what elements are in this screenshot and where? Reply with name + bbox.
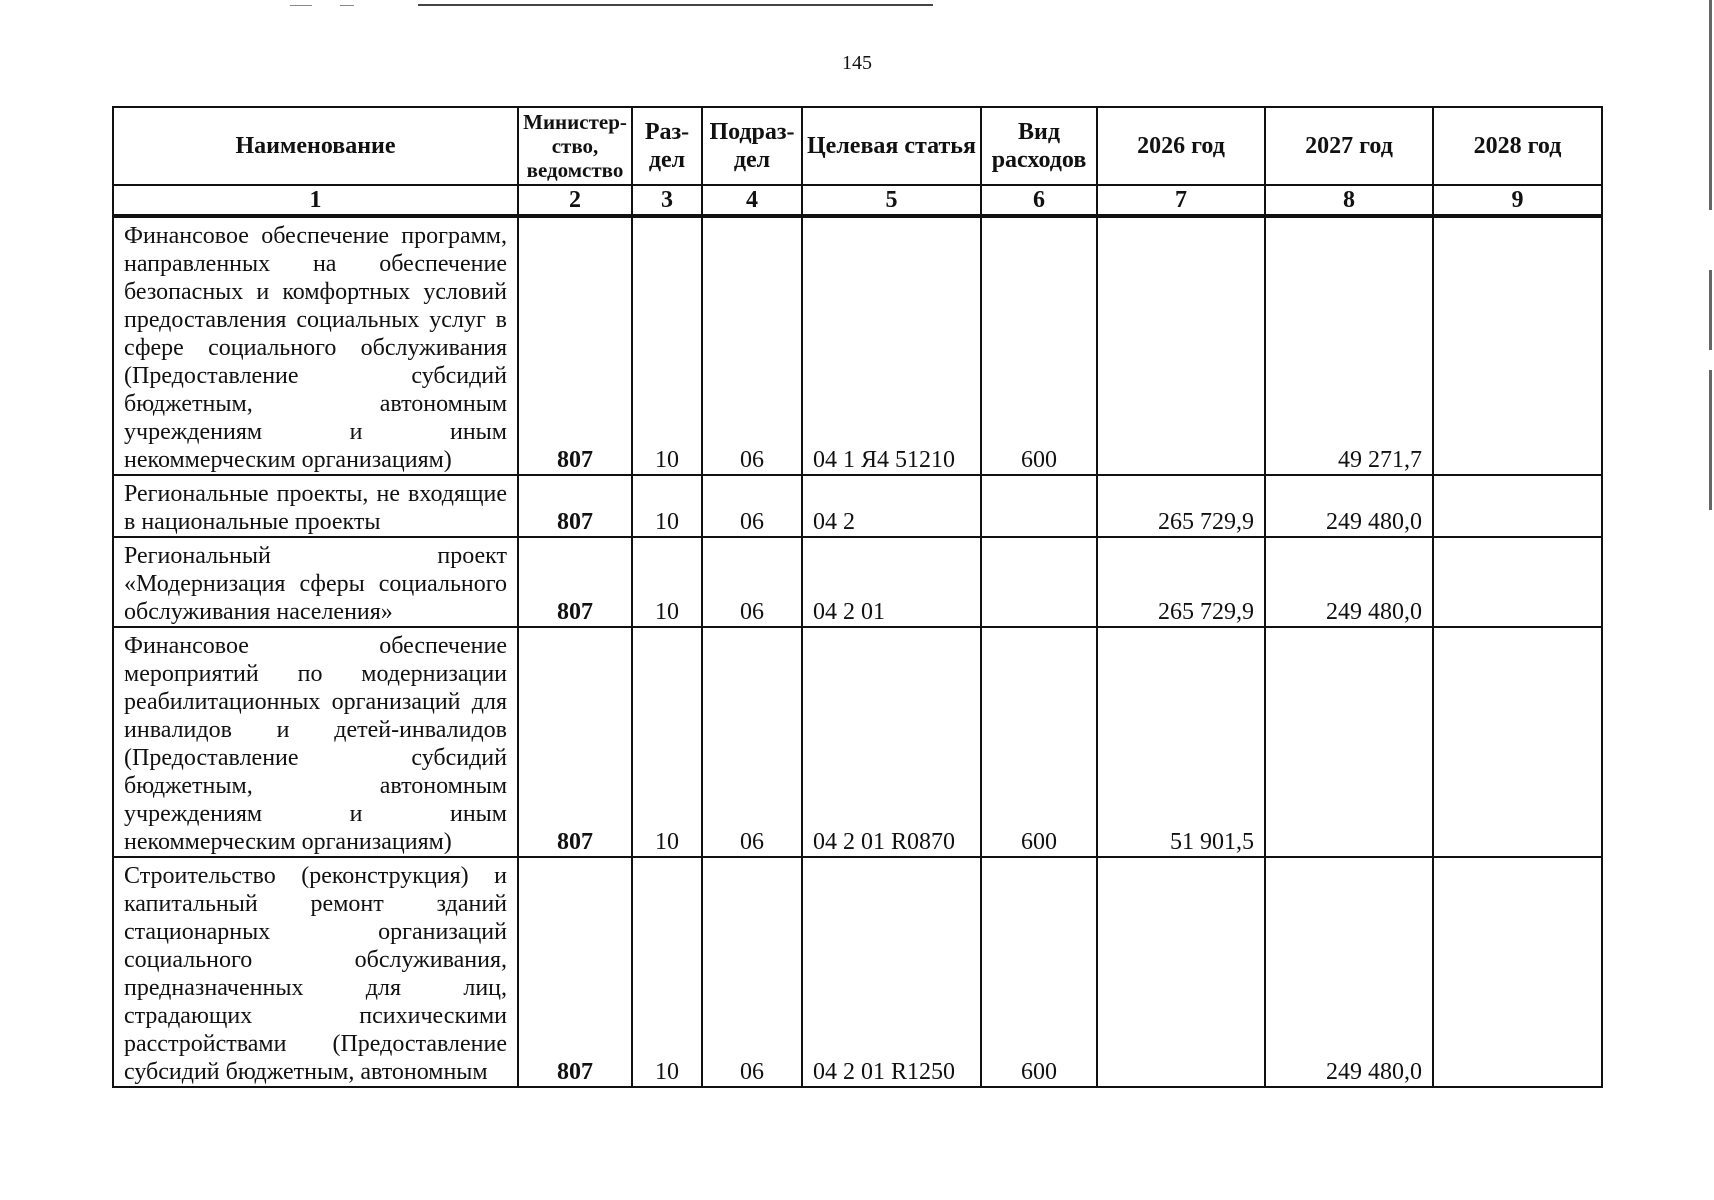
row-amount-2027 (1265, 627, 1433, 857)
row-amount-2027: 249 480,0 (1265, 857, 1433, 1087)
row-amount-2026: 51 901,5 (1097, 627, 1265, 857)
row-amount-2027: 49 271,7 (1265, 216, 1433, 475)
row-amount-2026: 265 729,9 (1097, 475, 1265, 537)
page-number: 145 (842, 52, 872, 74)
row-expense-type (981, 475, 1097, 537)
row-expense-type (981, 537, 1097, 627)
row-section: 10 (632, 216, 702, 475)
table-row (113, 216, 1602, 475)
scan-edge-mark (1709, 270, 1712, 350)
row-amount-2027: 249 480,0 (1265, 475, 1433, 537)
row-amount-2028 (1433, 537, 1602, 627)
column-number: 7 (1097, 185, 1265, 216)
column-number: 9 (1433, 185, 1602, 216)
row-target-article: 04 2 01 R0870 (802, 627, 981, 857)
header-row (113, 107, 1602, 185)
header-expense-type: Вид расходов (981, 107, 1097, 185)
row-name: Региональные проекты, не входящие в национальные проекты (113, 475, 518, 537)
header-section: Раз-дел (632, 107, 702, 185)
budget-table (112, 106, 1603, 1088)
row-name: Строительство (реконструкция) и капитальный ремонт зданий стационарных организаций социального обслуживания, предназначенных для лиц, страдающих психическими расстройствами (Предоставление субсидий бюджетным, автономным (113, 857, 518, 1087)
row-target-article: 04 2 01 (802, 537, 981, 627)
row-amount-2028 (1433, 475, 1602, 537)
header-subsection: Подраз-дел (702, 107, 802, 185)
row-subsection: 06 (702, 216, 802, 475)
row-ministry: 807 (518, 216, 632, 475)
row-expense-type: 600 (981, 857, 1097, 1087)
header-year-2027: 2027 год (1265, 107, 1433, 185)
row-expense-type: 600 (981, 627, 1097, 857)
header-target-article: Целевая статья (802, 107, 981, 185)
header-name: Наименование (113, 107, 518, 185)
column-number: 8 (1265, 185, 1433, 216)
column-number-row (113, 185, 1602, 216)
row-amount-2028 (1433, 627, 1602, 857)
row-ministry: 807 (518, 627, 632, 857)
table-row (113, 627, 1602, 857)
row-amount-2026: 265 729,9 (1097, 537, 1265, 627)
row-name: Региональный проект «Модернизация сферы социального обслуживания населения» (113, 537, 518, 627)
row-target-article: 04 1 Я4 51210 (802, 216, 981, 475)
row-ministry: 807 (518, 857, 632, 1087)
row-target-article: 04 2 01 R1250 (802, 857, 981, 1087)
table-row (113, 475, 1602, 537)
column-number: 1 (113, 185, 518, 216)
row-section: 10 (632, 475, 702, 537)
row-name: Финансовое обеспечение программ, направленных на обеспечение безопасных и комфортных условий предоставления социальных услуг в сфере социального обслуживания (Предоставление субсидий бюджетным, автономным учреждениям и иным некоммерческим организациям) (113, 216, 518, 475)
row-subsection: 06 (702, 857, 802, 1087)
scan-edge-mark (1709, 0, 1712, 210)
row-amount-2026 (1097, 216, 1265, 475)
column-number: 6 (981, 185, 1097, 216)
table-row (113, 857, 1602, 1087)
row-section: 10 (632, 627, 702, 857)
row-section: 10 (632, 857, 702, 1087)
row-expense-type: 600 (981, 216, 1097, 475)
row-subsection: 06 (702, 627, 802, 857)
column-number: 3 (632, 185, 702, 216)
row-subsection: 06 (702, 475, 802, 537)
row-amount-2028 (1433, 857, 1602, 1087)
scan-artifact-dash (340, 5, 354, 6)
scan-artifact-dash (290, 5, 312, 6)
header-ministry: Министер-ство, ведомство (518, 107, 632, 185)
column-number: 4 (702, 185, 802, 216)
column-number: 5 (802, 185, 981, 216)
header-year-2028: 2028 год (1433, 107, 1602, 185)
row-amount-2026 (1097, 857, 1265, 1087)
row-ministry: 807 (518, 537, 632, 627)
row-amount-2027: 249 480,0 (1265, 537, 1433, 627)
column-number: 2 (518, 185, 632, 216)
row-amount-2028 (1433, 216, 1602, 475)
scan-artifact-line (418, 4, 933, 6)
row-ministry: 807 (518, 475, 632, 537)
scan-edge-mark (1709, 370, 1712, 510)
row-section: 10 (632, 537, 702, 627)
row-name: Финансовое обеспечение мероприятий по модернизации реабилитационных организаций для инвалидов и детей-инвалидов (Предоставление субсидий бюджетным, автономным учреждениям и иным некоммерческим организациям) (113, 627, 518, 857)
row-target-article: 04 2 (802, 475, 981, 537)
table-row (113, 537, 1602, 627)
header-year-2026: 2026 год (1097, 107, 1265, 185)
row-subsection: 06 (702, 537, 802, 627)
